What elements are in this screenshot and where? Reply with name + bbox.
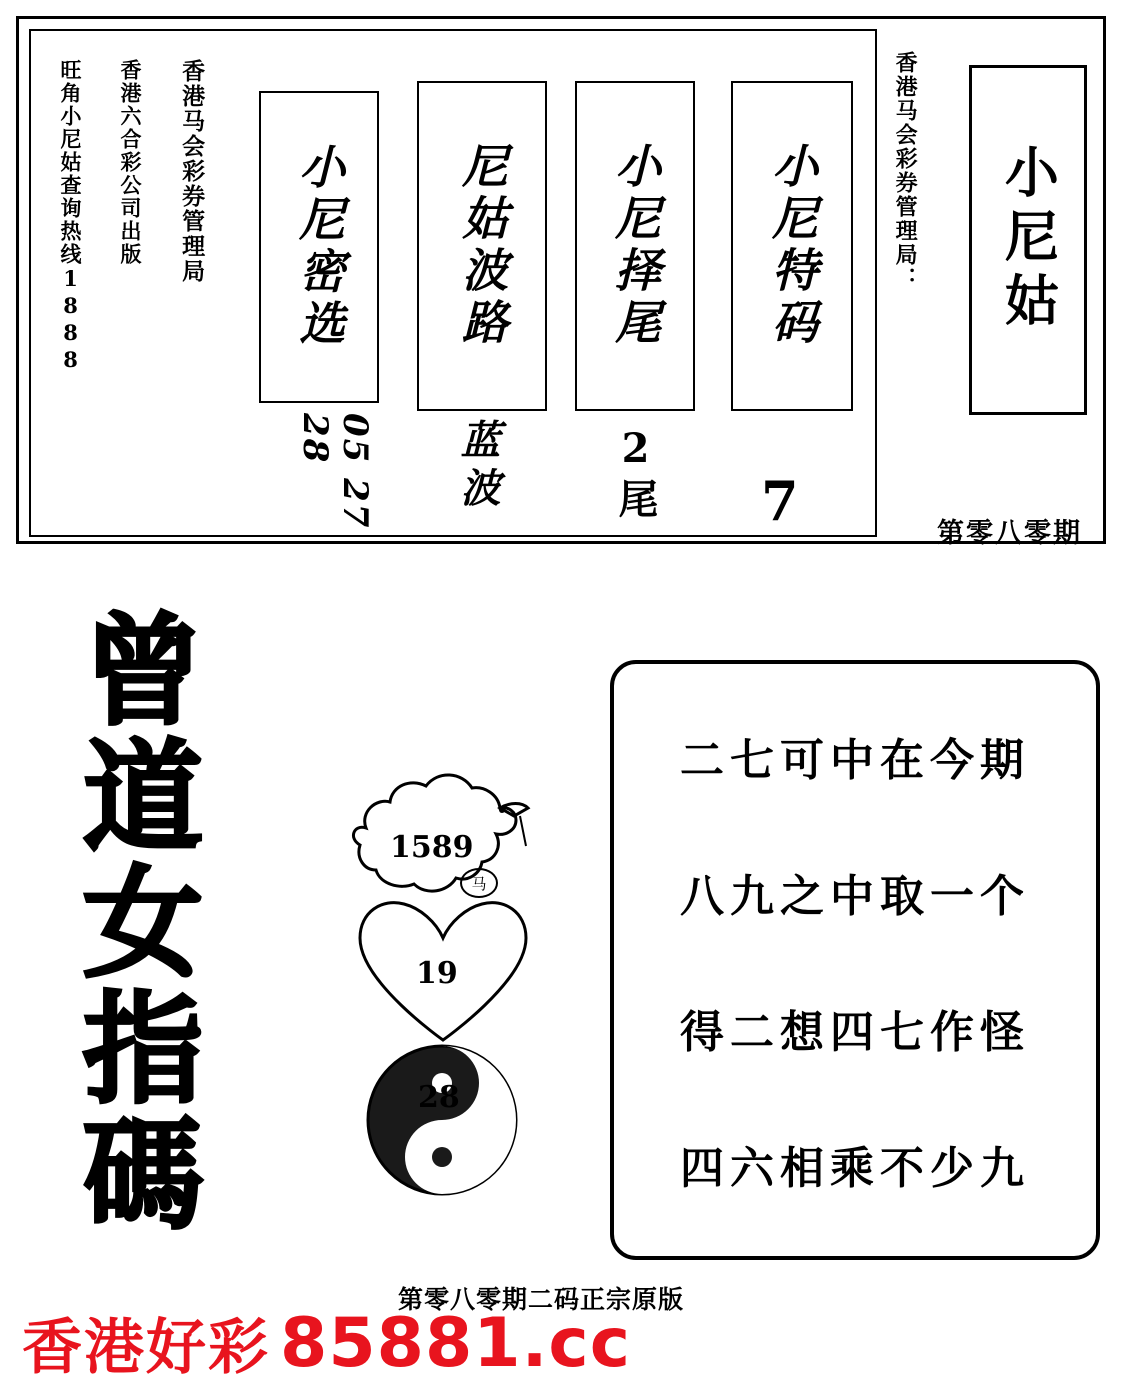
symbol-column — [320, 640, 570, 1170]
watermark — [22, 1300, 631, 1386]
column-title-box-tema — [731, 81, 853, 411]
column-title-bolu: 尼姑波路 — [455, 142, 510, 350]
column-value-zewei: 2尾 — [612, 425, 659, 524]
column-title-box-bolu — [417, 81, 547, 411]
issue-label: 第零八零期 — [937, 518, 1082, 549]
masthead-char-4: 指 — [83, 979, 203, 1120]
footer-note: 第零八零期二码正宗原版 — [398, 1285, 685, 1314]
masthead-char-1: 曾 — [83, 601, 203, 742]
publisher-caption: 香港六合彩公司出版 — [118, 59, 144, 266]
verse-line-2: 八九之中取一个 — [680, 871, 1030, 922]
yinyang-number: 28 — [418, 1080, 460, 1115]
column-title-box-zewei — [575, 81, 695, 411]
brand-title-box — [969, 65, 1087, 415]
column-title-tema: 小尼特码 — [765, 142, 820, 350]
column-value-bolu: 蓝波 — [454, 419, 501, 515]
column-title-box-mixuan — [259, 91, 379, 403]
column-title-mixuan: 小尼密选 — [292, 143, 347, 351]
masthead-char-2: 道 — [83, 727, 203, 868]
bureau-caption: 香港马会彩券管理局 — [178, 59, 206, 284]
dove-number: 1589 — [390, 830, 474, 865]
yinyang-icon — [362, 1040, 522, 1200]
verse-box — [610, 660, 1100, 1260]
masthead — [58, 601, 228, 1246]
lottery-info-panel — [16, 16, 1106, 549]
column-title-zewei: 小尼择尾 — [608, 142, 663, 350]
bureau-caption-right: 香港马会彩券管理局： — [892, 51, 919, 291]
verse-line-4: 四六相乘不少九 — [680, 1143, 1030, 1194]
masthead-char-3: 女 — [83, 853, 203, 994]
heart-number: 19 — [416, 956, 458, 991]
watermark-url: 85881.cc — [280, 1303, 632, 1383]
column-value-tema: 7 — [761, 469, 799, 533]
brand-title: 小尼姑 — [996, 144, 1061, 336]
masthead-char-5: 碼 — [83, 1105, 203, 1246]
verse-line-1: 二七可中在今期 — [680, 735, 1030, 786]
bottom-section — [0, 560, 1122, 1388]
watermark-text: 香港好彩 — [22, 1313, 270, 1383]
horse-tag: 马 — [460, 868, 498, 898]
column-value-mixuan: 05 27 28 — [295, 413, 375, 530]
hotline-caption: 旺角小尼姑查询热线1888 — [58, 59, 84, 374]
verse-line-3: 得二想四七作怪 — [680, 1007, 1030, 1058]
